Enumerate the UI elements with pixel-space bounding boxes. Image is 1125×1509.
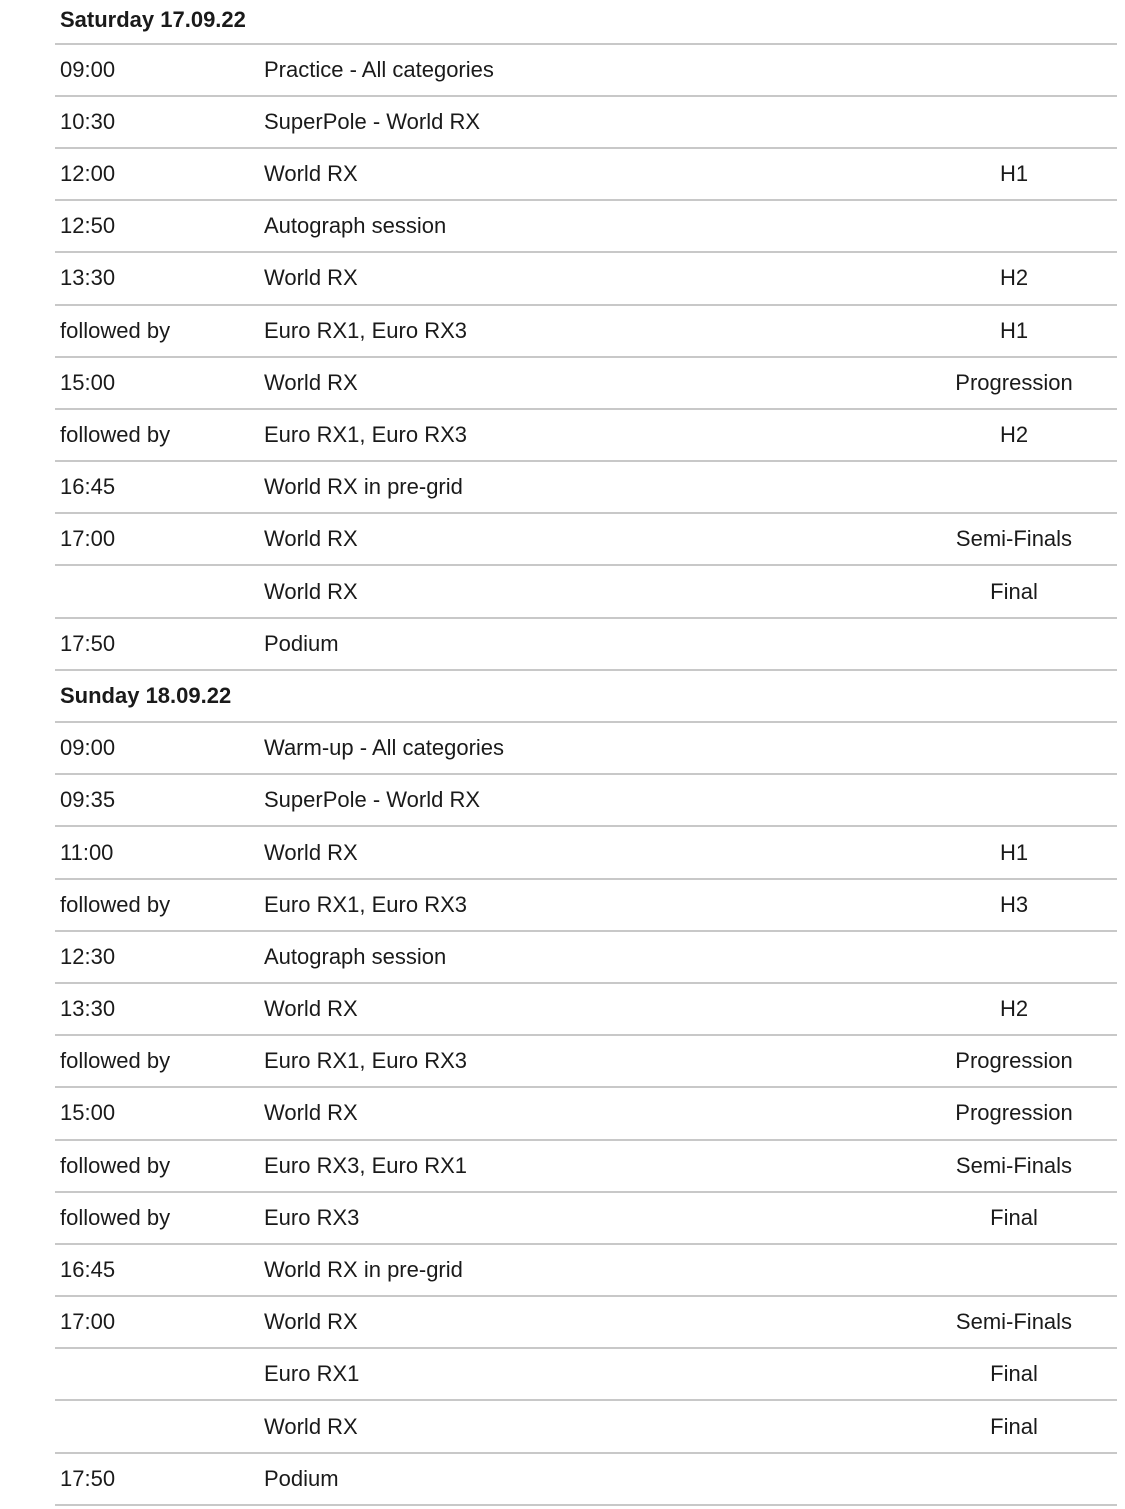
session-time: 17:50 xyxy=(60,630,116,656)
event-schedule xyxy=(55,0,1117,1506)
session-time: followed by xyxy=(60,422,171,447)
day-header xyxy=(55,671,1117,723)
schedule-row xyxy=(55,1401,1117,1453)
schedule-row xyxy=(55,410,1117,462)
session-event: Podium xyxy=(264,1465,339,1491)
schedule-row xyxy=(55,1454,1117,1506)
schedule-row xyxy=(55,619,1117,671)
schedule-row xyxy=(55,1349,1117,1401)
session-time: 16:45 xyxy=(60,1257,116,1282)
session-event: World RX xyxy=(264,369,358,395)
session-event: Warm-up - All categories xyxy=(264,735,505,761)
schedule-row xyxy=(55,1036,1117,1088)
session-time: 11:00 xyxy=(60,839,114,865)
session-time: 17:50 xyxy=(60,1465,116,1491)
session-stage xyxy=(935,619,1093,669)
session-stage: H2 xyxy=(999,422,1029,447)
session-stage xyxy=(935,775,1093,825)
session-event: World RX in pre-grid xyxy=(264,1257,463,1282)
session-event: World RX xyxy=(264,1100,358,1126)
schedule-row xyxy=(55,775,1117,827)
session-event: Autograph session xyxy=(264,943,447,969)
session-stage xyxy=(935,1454,1093,1504)
schedule-row xyxy=(55,1297,1117,1349)
schedule-row xyxy=(55,358,1117,410)
schedule-row xyxy=(55,932,1117,984)
session-time: 12:00 xyxy=(60,161,116,187)
session-time: 16:45 xyxy=(60,474,116,500)
session-time: followed by xyxy=(60,317,171,343)
session-event: World RX in pre-grid xyxy=(264,474,463,500)
session-stage: Semi-Finals xyxy=(955,1152,1073,1178)
session-stage: Final xyxy=(990,578,1038,604)
session-stage xyxy=(935,462,1093,512)
session-stage: Final xyxy=(990,1413,1038,1439)
session-stage xyxy=(935,1245,1093,1295)
session-stage xyxy=(935,201,1093,251)
session-stage: Semi-Finals xyxy=(955,1309,1073,1335)
session-event: Euro RX1 xyxy=(264,1361,360,1387)
session-event: SuperPole - World RX xyxy=(264,787,481,813)
session-stage: Progression xyxy=(955,1048,1073,1074)
session-time: followed by xyxy=(60,1204,171,1230)
schedule-row xyxy=(55,462,1117,514)
session-stage xyxy=(935,45,1093,95)
schedule-row xyxy=(55,201,1117,253)
session-time: 12:50 xyxy=(60,213,116,239)
session-event: World RX xyxy=(264,526,358,552)
session-event: Euro RX1, Euro RX3 xyxy=(264,1048,467,1074)
session-stage: H1 xyxy=(999,317,1029,343)
schedule-row xyxy=(55,306,1117,358)
schedule-row xyxy=(55,827,1117,879)
schedule-row xyxy=(55,514,1117,566)
session-time: followed by xyxy=(60,1152,171,1178)
schedule-row xyxy=(55,1193,1117,1245)
schedule-row xyxy=(55,45,1117,97)
session-time: 09:00 xyxy=(60,735,116,761)
schedule-row xyxy=(55,723,1117,775)
session-stage: Semi-Finals xyxy=(955,526,1073,552)
schedule-row xyxy=(55,880,1117,932)
session-time: 09:00 xyxy=(60,56,116,82)
session-stage xyxy=(935,932,1093,982)
session-time: 13:30 xyxy=(60,996,116,1022)
session-event: Autograph session xyxy=(264,213,447,239)
schedule-row xyxy=(55,97,1117,149)
session-event: Practice - All categories xyxy=(264,56,494,82)
session-event: Podium xyxy=(264,630,339,656)
schedule-row xyxy=(55,1088,1117,1140)
session-event: Euro RX1, Euro RX3 xyxy=(264,317,467,343)
session-stage: H3 xyxy=(999,891,1029,917)
session-stage: H2 xyxy=(999,265,1029,291)
session-stage: Final xyxy=(990,1361,1038,1387)
session-time: 17:00 xyxy=(60,526,116,552)
day-title: Sunday 18.09.22 xyxy=(60,682,232,708)
session-event: World RX xyxy=(264,161,358,187)
session-time: followed by xyxy=(60,1048,171,1074)
session-event: SuperPole - World RX xyxy=(264,108,481,134)
session-event: World RX xyxy=(264,1309,358,1335)
session-stage xyxy=(935,723,1093,773)
session-event: Euro RX1, Euro RX3 xyxy=(264,422,467,447)
session-time: followed by xyxy=(60,891,171,917)
schedule-row xyxy=(55,149,1117,201)
session-event: World RX xyxy=(264,1413,358,1439)
session-stage: H2 xyxy=(999,996,1029,1022)
session-event: World RX xyxy=(264,265,358,291)
session-time: 12:30 xyxy=(60,943,116,969)
session-event: World RX xyxy=(264,996,358,1022)
session-time: 13:30 xyxy=(60,265,116,291)
session-time: 15:00 xyxy=(60,369,116,395)
session-stage: H1 xyxy=(999,839,1029,865)
session-stage: Progression xyxy=(955,1100,1073,1126)
schedule-row xyxy=(55,566,1117,618)
session-event: Euro RX1, Euro RX3 xyxy=(264,891,467,917)
session-time: 09:35 xyxy=(60,787,116,813)
session-event: World RX xyxy=(264,839,358,865)
session-stage: H1 xyxy=(999,161,1029,187)
session-event: Euro RX3, Euro RX1 xyxy=(264,1152,467,1178)
schedule-row xyxy=(55,1141,1117,1193)
schedule-row xyxy=(55,253,1117,305)
session-stage: Final xyxy=(990,1204,1038,1230)
schedule-row xyxy=(55,984,1117,1036)
session-time: 10:30 xyxy=(60,108,116,134)
session-event: Euro RX3 xyxy=(264,1204,360,1230)
day-header xyxy=(55,0,1117,45)
schedule-row xyxy=(55,1245,1117,1297)
session-event: World RX xyxy=(264,578,358,604)
session-stage: Progression xyxy=(955,369,1073,395)
session-time: 17:00 xyxy=(60,1309,116,1335)
day-title: Saturday 17.09.22 xyxy=(60,7,246,32)
session-time: 15:00 xyxy=(60,1100,116,1126)
session-stage xyxy=(935,97,1093,147)
